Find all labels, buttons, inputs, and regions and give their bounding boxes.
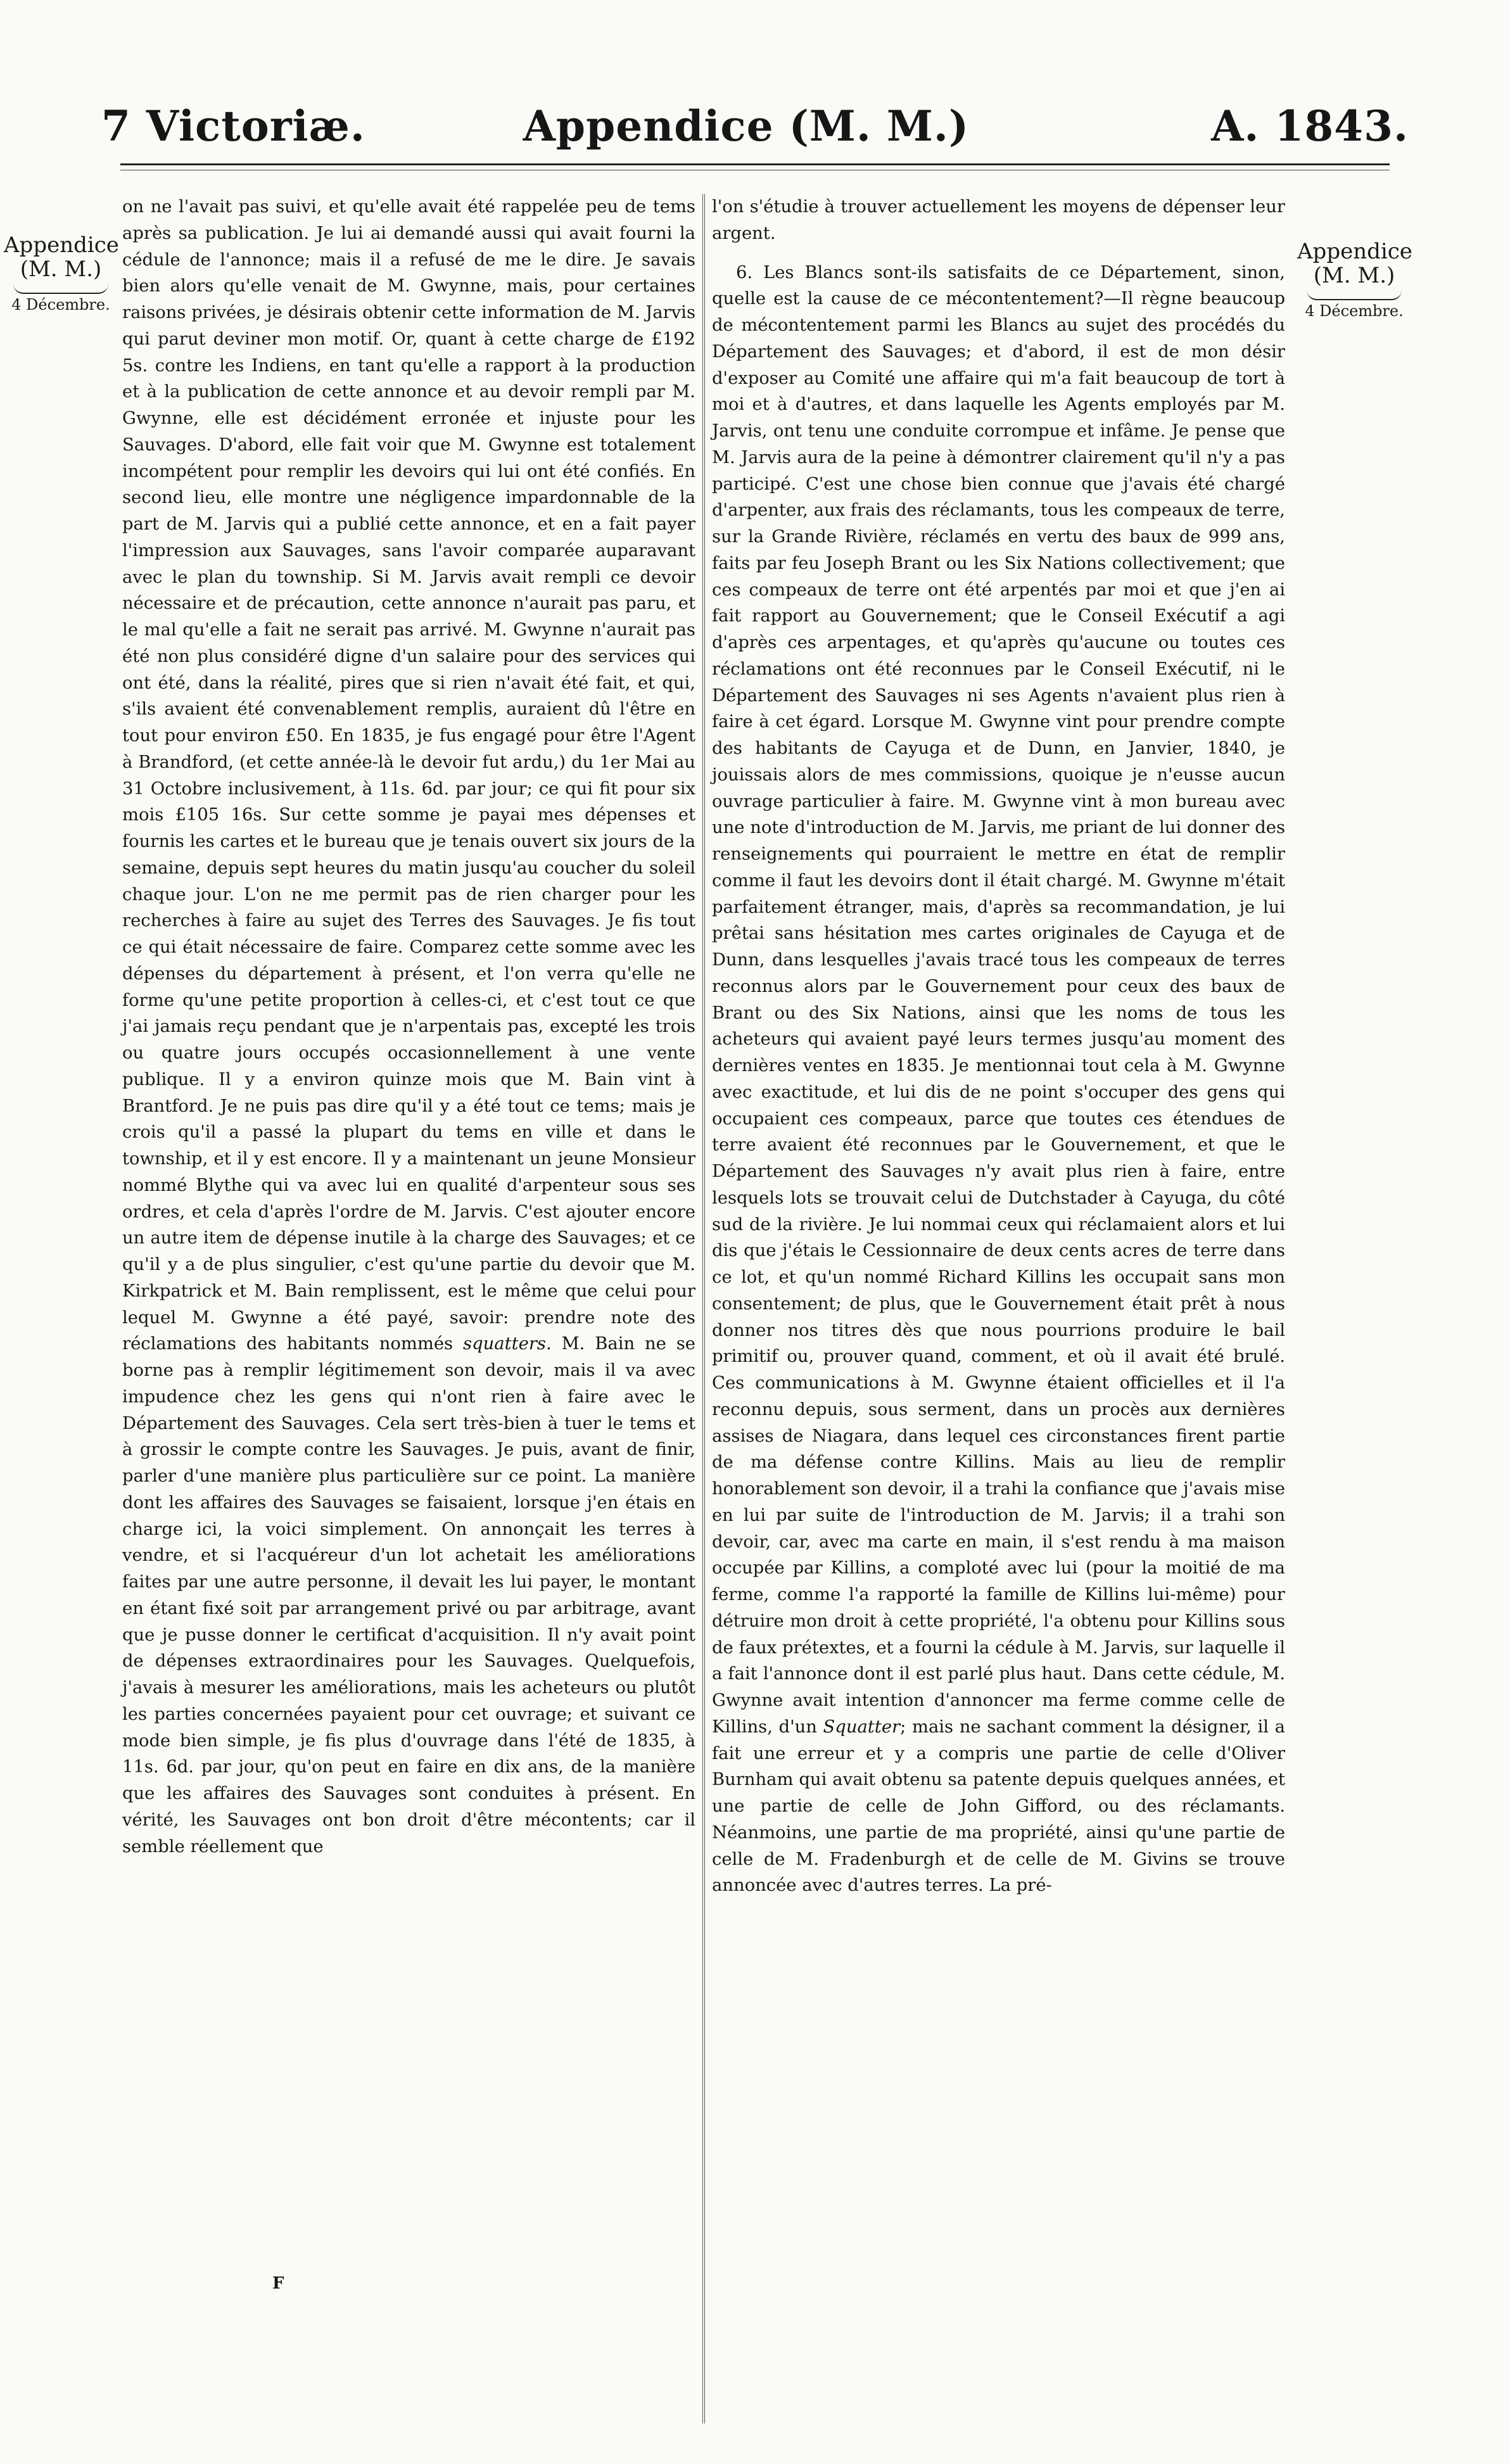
margin-appendix-label: Appendice [1297,239,1412,264]
paragraph [712,260,1285,1900]
paragraph-text: ; mais ne sachant comment la désigner, il a fait une erreur et y a compris une partie de celle d'Oliver Burnham qui avait obtenu sa patente depuis quelques années, et une partie de celle de John Gifford, ou des réclamants. Néanmoins, une partie de ma propriété, ainsi qu'une partie de celle de M. Fradenburgh et de celle de M. Givins se trouve annoncée avec d'autres terres. La pré- [712,1717,1285,1896]
page-header [89,101,1421,171]
header-appendix: Appendice (M. M.) [523,101,970,151]
margin-brace [1307,290,1402,300]
margin-date: 4 Décembre. [1305,302,1404,320]
left-column [122,194,695,1860]
paragraph-text: 6. Les Blancs sont-ils satisfaits de ce Département, sinon, quelle est la cause de ce mécontentement?—Il règne beaucoup de mécontentement parmi les Blancs au sujet des procédés du Département des Sauvages; et d'abord, il est de mon désir d'exposer au Comité une affaire qui m'a fait beaucoup de tort à moi et à d'autres, et dans laquelle les Agents employés par M. Jarvis, ont tenu une conduite corrompue et infâme. Je pense que M. Jarvis aura de la peine à démontrer clairement qu'il n'y a pas participé. C'est une chose bien connue que j'avais été chargé d'arpenter, aux frais des réclamants, tous les compeaux de terre, sur la Grande Rivière, réclamés en vertu des baux de 999 ans, faits par feu Joseph Brant ou les Six Nations collectivement; que ces compeaux de terre ont été arpentés par moi et que j'en ai fait rapport au Gouvernement; que le Conseil Exécutif a agi d'après ces arpentages, et qu'après qu'aucune ou toutes ces réclamations ont été reconnues par le Conseil Exécutif, ni le Département des Sauvages ni ses Agents n'avaient plus rien à faire à cet égard. Lorsque M. Gwynne vint pour prendre compte des habitants de Cayuga et de Dunn, en Janvier, 1840, je jouissais alors de mes commissions, quoique je n'eusse aucun ouvrage particulier à faire. M. Gwynne vint à mon bureau avec une note d'introduction de M. Jarvis, me priant de lui donner des renseignements qui pourraient le mettre en état de remplir comme il faut les devoirs dont il était chargé. M. Gwynne m'était parfaitement étranger, mais, d'après sa recommandation, je lui prêtai sans hésitation mes cartes originales de Cayuga et de Dunn, dans lesquelles j'avais tracé tous les compeaux de terres reconnus alors par le Gouvernement pour ceux des baux de Brant ou des Six Nations, ainsi que les noms de tous les acheteurs qui avaient payé leurs termes jusqu'au moment des dernières ventes en 1835. Je mentionnai tout cela à M. Gwynne avec exactitude, et lui dis de ne point s'occuper des gens qui occupaient ces compeaux, parce que toutes ces étendues de terre avaient été reconnues par le Gouvernement, et que le Département des Sauvages n'y avait plus rien à faire, entre lesquels lots se trouvait celui de Dutchstader à Cayuga, du côté sud de la rivière. Je lui nommai ceux qui réclamaient alors et lui dis que j'étais le Cessionnaire de deux cents acres de terre dans ce lot, et qu'un nommé Richard Killins les occupait sans mon consentement; de plus, que le Gouvernement était prêt à nous donner nos titres dès que nous pourrions produire le bail primitif ou, prouver quand, comment, et où il avait été brulé. Ces communications à M. Gwynne étaient officielles et il l'a reconnu depuis, sous serment, dans un procès aux dernières assises de Niagara, dans lequel ces circonstances firent partie de ma défense contre Killins. Mais au lieu de remplir honorablement son devoir, il a trahi la confiance que j'avais mise en lui par suite de l'introduction de M. Jarvis; il a trahi son devoir, car, avec ma carte en main, il s'est rendu à ma maison occupée par Killins, a comploté avec lui (pour la moitié de ma ferme, comme l'a rapporté la famille de Killins lui-même) pour détruire mon droit à cette propriété, l'a obtenu pour Killins sous de faux prétextes, et a fourni la cédule à M. Jarvis, sur laquelle il a fait l'annonce dont il est parlé plus haut. Dans cette cédule, M. Gwynne avait intention d'annoncer ma ferme comme celle de Killins, d'un [712,262,1285,1737]
column-divider [702,194,705,2423]
margin-appendix-label: Appendice [4,232,119,258]
header-rule [120,163,1390,165]
right-column [712,194,1285,1899]
paragraph: l'on s'étudie à trouver actuellement les moyens de dépenser leur argent. [712,197,1285,243]
signature-mark: F [272,2274,284,2293]
paragraph-text: M. Bain ne se borne pas à remplir légitimement son devoir, mais il va avec impudence chez les gens qui n'ont rien à faire avec le Département des Sauvages. Cela sert très-bien à tuer le tems et à grossir le compte contre les Sauvages. Je puis, avant de finir, parler d'une manière plus particulière sur ce point. La manière dont les affaires des Sauvages se faisaient, lorsque j'en étais en charge ici, la voici simplement. On annonçait les terres à vendre, et si l'acquéreur d'un lot achetait les améliorations faites par une autre personne, il devait les lui payer, le montant en étant fixé soit par arrangement privé ou par arbitrage, avant que je pusse donner le certificat d'acquisition. Il n'y avait point de dépenses extraordinaires pour les Sauvages. Quelquefois, j'avais à mesurer les améliorations, mais les acheteurs ou plutôt les parties concernées payaient pour cet ouvrage; et suivant ce mode bien simple, je fis plus d'ouvrage dans l'été de 1835, à 11s. 6d. par jour, qu'on peut en faire en dix ans, de la manière que les affaires des Sauvages sont conduites à présent. En vérité, les Sauvages ont bon droit d'être mécontents; car il semble réellement que [122,1334,695,1857]
header-year: A. 1843. [1211,101,1409,151]
header-session: 7 Victoriæ. [101,101,365,151]
italic-term: Squatter [823,1717,901,1737]
paragraph-text: on ne l'avait pas suivi, et qu'elle avait été rappelée peu de tems après sa publication. Je lui ai demandé aussi qui avait fourni la cédule de l'annonce; mais il a refusé de me le dire. Je savais bien alors qu'elle venait de M. Gwynne, mais, pour certaines raisons privées, je désirais obtenir cette information de M. Jarvis qui parut deviner mon motif. Or, quant à cette charge de £192 5s. contre les Indiens, en tant qu'elle a rapport à la production et à la publication de cette annonce et au devoir rempli par M. Gwynne, elle est décidément erronée et injuste pour les Sauvages. D'abord, elle fait voir que M. Gwynne est totalement incompétent pour remplir les devoirs qui lui ont été confiés. En second lieu, elle montre une négligence impardonnable de la part de M. Jarvis qui a publié cette annonce, et en a fait payer l'impression aux Sauvages, sans l'avoir comparée auparavant avec le plan du township. Si M. Jarvis avait rempli ce devoir nécessaire et de précaution, cette annonce n'aurait pas paru, et le mal qu'elle a fait ne serait pas arrivé. M. Gwynne n'aurait pas été non plus considéré digne d'un salaire pour des services qui ont été, dans la réalité, pires que si rien n'avait été fait, et qui, s'ils avaient été convenablement remplis, auraient dû l'être en tout pour environ £50. En 1835, je fus engagé pour être l'Agent à Brandford, (et cette année-là le devoir fut ardu,) du 1er Mai au 31 Octobre inclusivement, à 11s. 6d. par jour; ce qui fit pour six mois £105 16s. Sur cette somme je payai mes dépenses et fournis les cartes et le bureau que je tenais ouvert six jours de la semaine, depuis sept heures du matin jusqu'au coucher du soleil chaque jour. L'on ne me permit pas de rien charger pour les recherches à faire au sujet des Terres des Sauvages. Je fis tout ce qui était nécessaire de faire. Comparez cette somme avec les dépenses du département à présent, et l'on verra qu'elle ne forme qu'une petite proportion à celles-ci, et c'est tout ce que j'ai jamais reçu pendant que je n'arpentais pas, excepté les trois ou quatre jours occupés occasionnellement à une vente publique. Il y a environ quinze mois que M. Bain vint à Brantford. Je ne puis pas dire qu'il y a été tout ce tems; mais je crois qu'il a passé la plupart du tems en ville et dans le township, et il y est encore. Il y a maintenant un jeune Monsieur nommé Blythe qui va avec lui en qualité d'arpenteur sous ses ordres, et cela d'après l'ordre de M. Jarvis. C'est ajouter encore un autre item de dépense inutile à la charge des Sauvages; et ce qu'il y a de plus singulier, c'est qu'une partie du devoir que M. Kirkpatrick et M. Bain remplissent, est le même que celui pour lequel M. Gwynne a été payé, savoir: prendre note des réclamations des habitants nommés [122,197,695,1354]
italic-term: squatters. [463,1334,552,1354]
right-margin-note [1297,239,1411,321]
margin-date: 4 Décembre. [11,296,110,314]
margin-brace [13,284,108,294]
paragraph [122,194,695,1860]
left-margin-note [4,233,118,314]
margin-appendix-code: (M. M.) [20,257,102,282]
margin-appendix-code: (M. M.) [1313,263,1395,288]
